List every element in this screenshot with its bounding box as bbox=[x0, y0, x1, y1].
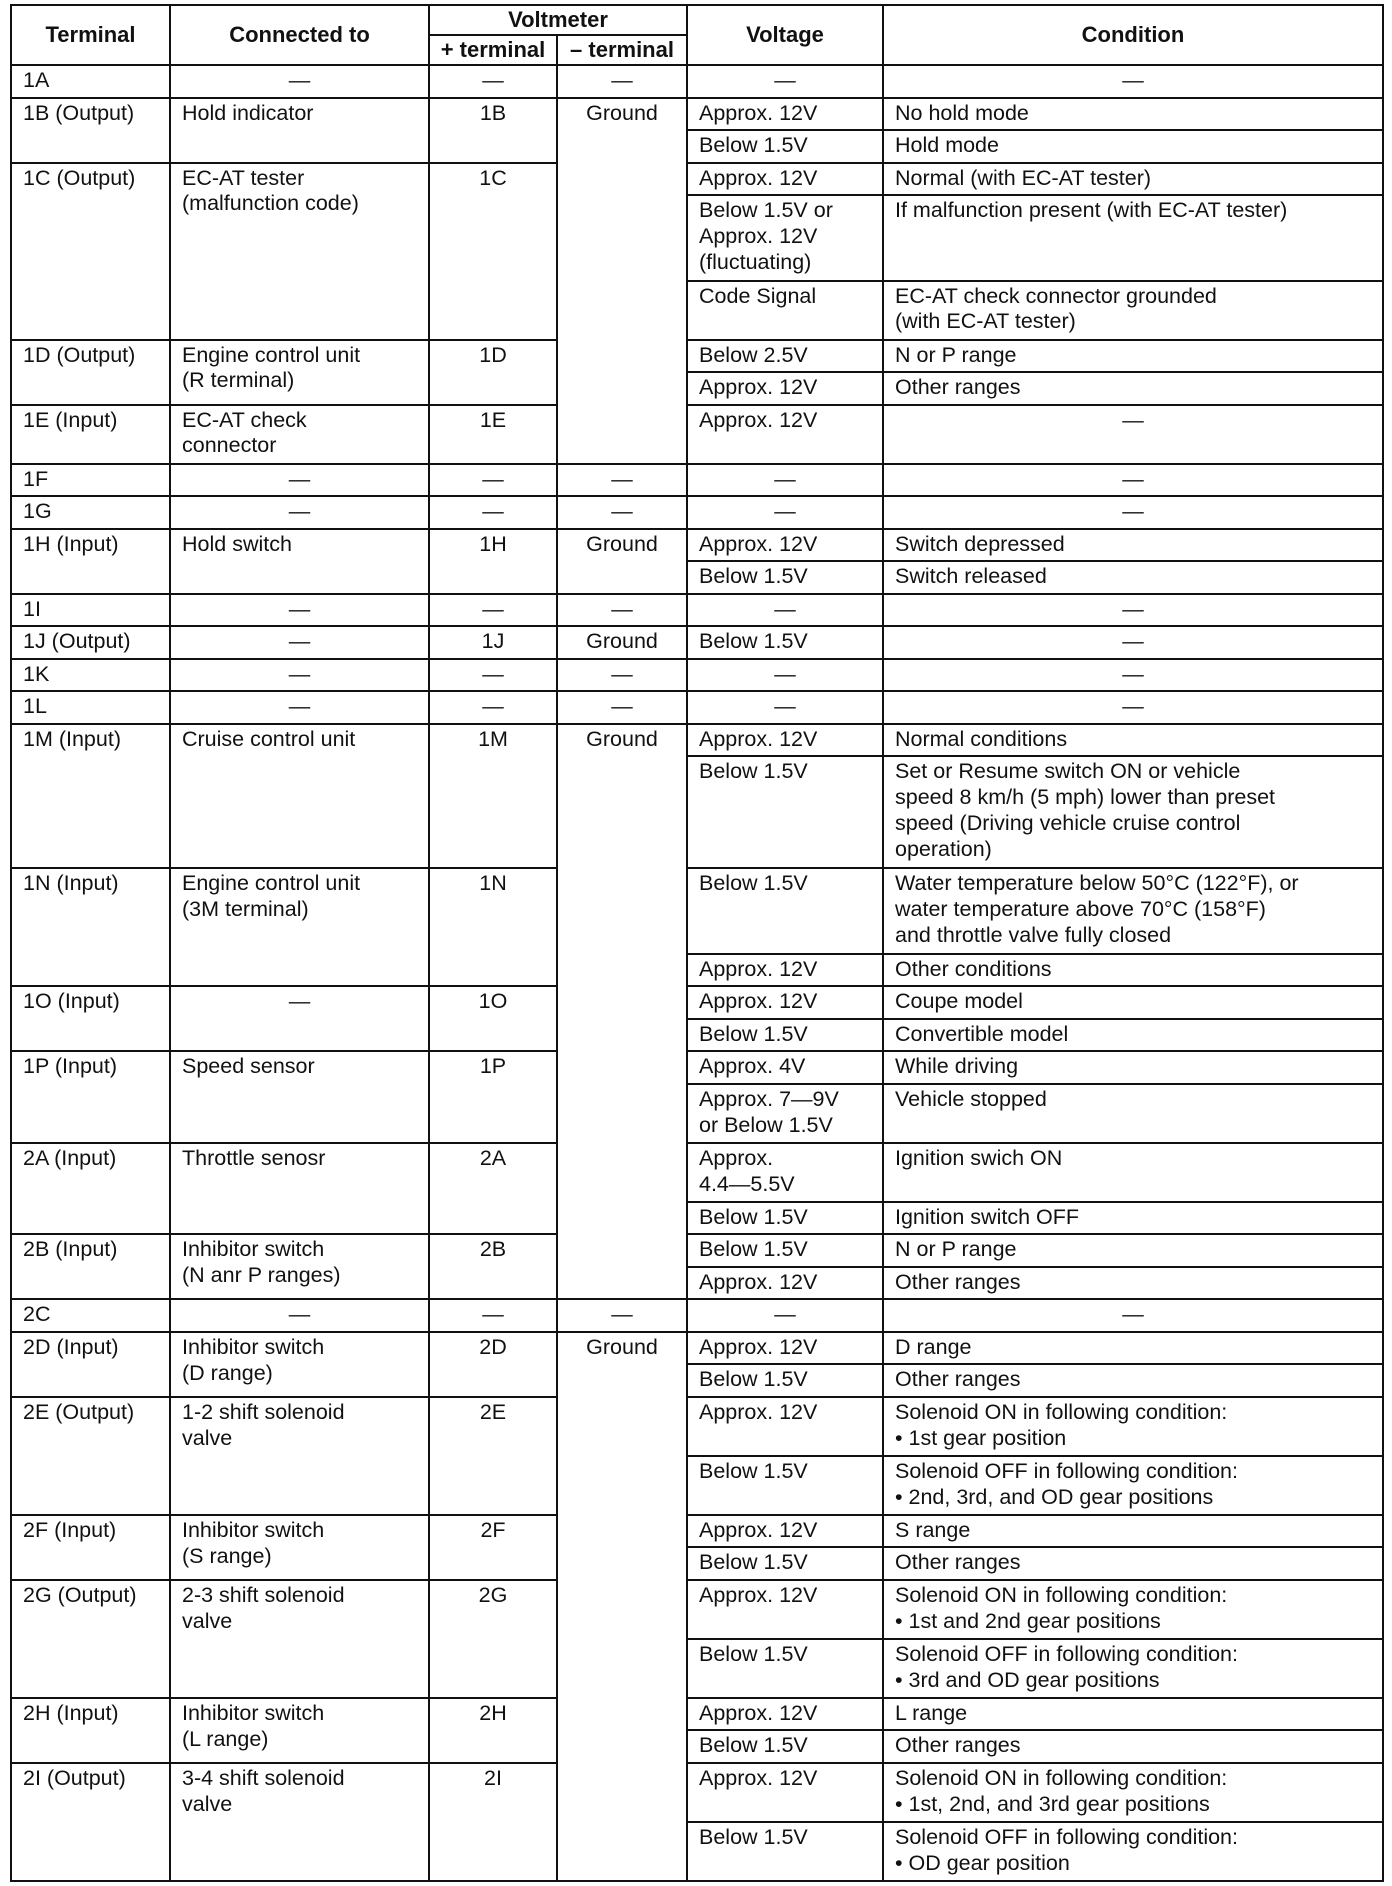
connected-to-cell: — bbox=[170, 65, 429, 98]
condition-cell: — bbox=[883, 1299, 1383, 1332]
minus-terminal-cell: — bbox=[557, 659, 687, 692]
condition-cell: Switch released bbox=[883, 561, 1383, 594]
voltage-cell: Approx. 12V bbox=[687, 1332, 883, 1365]
table-row bbox=[11, 65, 1383, 98]
connected-to-cell: — bbox=[170, 594, 429, 627]
plus-terminal-cell: 2F bbox=[429, 1515, 557, 1580]
terminal-cell: 1B (Output) bbox=[11, 98, 170, 163]
connected-to-cell: 2-3 shift solenoid valve bbox=[170, 1580, 429, 1698]
condition-cell: Convertible model bbox=[883, 1019, 1383, 1052]
connected-to-cell: — bbox=[170, 659, 429, 692]
connected-to-cell: Engine control unit (3M terminal) bbox=[170, 868, 429, 986]
connected-to-cell: — bbox=[170, 986, 429, 1051]
connected-to-cell: Inhibitor switch (D range) bbox=[170, 1332, 429, 1397]
voltage-cell: Below 1.5V bbox=[687, 561, 883, 594]
terminal-cell: 2H (Input) bbox=[11, 1698, 170, 1763]
minus-terminal-cell: — bbox=[557, 1299, 687, 1332]
table-row bbox=[11, 659, 1383, 692]
voltage-cell: Below 1.5V bbox=[687, 1822, 883, 1881]
plus-terminal-cell: 2E bbox=[429, 1397, 557, 1515]
voltage-cell: Below 2.5V bbox=[687, 340, 883, 373]
condition-cell: Solenoid OFF in following condition: • OD gear position bbox=[883, 1822, 1383, 1881]
voltage-cell: Approx. 12V bbox=[687, 529, 883, 562]
connected-to-cell: 3-4 shift solenoid valve bbox=[170, 1763, 429, 1881]
condition-cell: Coupe model bbox=[883, 986, 1383, 1019]
voltage-cell: Code Signal bbox=[687, 281, 883, 340]
condition-cell: Set or Resume switch ON or vehicle speed 8 km/h (5 mph) lower than preset speed (Driving vehicle cruise control operation) bbox=[883, 756, 1383, 868]
voltage-cell: Below 1.5V bbox=[687, 868, 883, 953]
terminal-cell: 2B (Input) bbox=[11, 1234, 170, 1299]
condition-cell: N or P range bbox=[883, 1234, 1383, 1267]
minus-terminal-cell: — bbox=[557, 464, 687, 497]
condition-cell: Switch depressed bbox=[883, 529, 1383, 562]
connected-to-cell: EC-AT tester (malfunction code) bbox=[170, 163, 429, 340]
condition-cell: Other ranges bbox=[883, 372, 1383, 405]
voltage-cell: Approx. 12V bbox=[687, 954, 883, 987]
voltage-cell: Below 1.5V bbox=[687, 626, 883, 659]
voltage-cell: Approx. 12V bbox=[687, 163, 883, 196]
minus-terminal-cell: Ground bbox=[557, 626, 687, 659]
header-plus-terminal: + terminal bbox=[429, 35, 557, 65]
condition-cell: L range bbox=[883, 1698, 1383, 1731]
terminal-cell: 2I (Output) bbox=[11, 1763, 170, 1881]
minus-terminal-cell: — bbox=[557, 65, 687, 98]
terminal-voltage-table bbox=[10, 4, 1384, 1882]
table-row bbox=[11, 529, 1383, 562]
minus-terminal-cell: — bbox=[557, 594, 687, 627]
minus-terminal-cell: — bbox=[557, 691, 687, 724]
table-row bbox=[11, 496, 1383, 529]
minus-terminal-cell: Ground bbox=[557, 98, 687, 464]
plus-terminal-cell: 2H bbox=[429, 1698, 557, 1763]
connected-to-cell: Speed sensor bbox=[170, 1051, 429, 1143]
table-row bbox=[11, 1698, 1383, 1731]
voltage-cell: — bbox=[687, 659, 883, 692]
minus-terminal-cell: Ground bbox=[557, 1332, 687, 1881]
voltage-cell: Approx. 12V bbox=[687, 1698, 883, 1731]
plus-terminal-cell: 1O bbox=[429, 986, 557, 1051]
terminal-cell: 1H (Input) bbox=[11, 529, 170, 594]
condition-cell: — bbox=[883, 65, 1383, 98]
voltage-cell: Below 1.5V bbox=[687, 130, 883, 163]
terminal-cell: 1F bbox=[11, 464, 170, 497]
connected-to-cell: Inhibitor switch (L range) bbox=[170, 1698, 429, 1763]
plus-terminal-cell: — bbox=[429, 594, 557, 627]
connected-to-cell: — bbox=[170, 626, 429, 659]
condition-cell: EC-AT check connector grounded (with EC-AT tester) bbox=[883, 281, 1383, 340]
table-row bbox=[11, 405, 1383, 464]
table-header bbox=[11, 5, 1383, 65]
terminal-cell: 1N (Input) bbox=[11, 868, 170, 986]
plus-terminal-cell: 1P bbox=[429, 1051, 557, 1143]
voltage-cell: Approx. 12V bbox=[687, 1267, 883, 1300]
table-row bbox=[11, 1515, 1383, 1548]
connected-to-cell: Hold indicator bbox=[170, 98, 429, 163]
voltage-cell: Approx. 12V bbox=[687, 372, 883, 405]
table-row bbox=[11, 1580, 1383, 1639]
plus-terminal-cell: 1H bbox=[429, 529, 557, 594]
plus-terminal-cell: 1B bbox=[429, 98, 557, 163]
table-row bbox=[11, 163, 1383, 196]
voltage-cell: — bbox=[687, 1299, 883, 1332]
terminal-cell: 1J (Output) bbox=[11, 626, 170, 659]
condition-cell: Solenoid OFF in following condition: • 2nd, 3rd, and OD gear positions bbox=[883, 1456, 1383, 1515]
condition-cell: Normal conditions bbox=[883, 724, 1383, 757]
connected-to-cell: — bbox=[170, 496, 429, 529]
connected-to-cell: — bbox=[170, 691, 429, 724]
voltage-cell: Below 1.5V bbox=[687, 1364, 883, 1397]
voltage-cell: — bbox=[687, 65, 883, 98]
voltage-cell: Approx. 12V bbox=[687, 1580, 883, 1639]
plus-terminal-cell: — bbox=[429, 1299, 557, 1332]
terminal-cell: 1P (Input) bbox=[11, 1051, 170, 1143]
voltage-cell: Approx. 4.4—5.5V bbox=[687, 1143, 883, 1202]
condition-cell: Other ranges bbox=[883, 1267, 1383, 1300]
plus-terminal-cell: 1E bbox=[429, 405, 557, 464]
condition-cell: — bbox=[883, 464, 1383, 497]
table-row bbox=[11, 464, 1383, 497]
terminal-cell: 1O (Input) bbox=[11, 986, 170, 1051]
terminal-cell: 1K bbox=[11, 659, 170, 692]
voltage-cell: Below 1.5V bbox=[687, 1639, 883, 1698]
plus-terminal-cell: — bbox=[429, 464, 557, 497]
voltage-cell: Approx. 12V bbox=[687, 1397, 883, 1456]
condition-cell: Other ranges bbox=[883, 1364, 1383, 1397]
plus-terminal-cell: 1J bbox=[429, 626, 557, 659]
condition-cell: Vehicle stopped bbox=[883, 1084, 1383, 1143]
voltage-cell: — bbox=[687, 464, 883, 497]
voltage-cell: Approx. 12V bbox=[687, 986, 883, 1019]
table-row bbox=[11, 868, 1383, 953]
voltage-cell: — bbox=[687, 691, 883, 724]
voltage-cell: — bbox=[687, 594, 883, 627]
minus-terminal-cell: Ground bbox=[557, 529, 687, 594]
connected-to-cell: Throttle senosr bbox=[170, 1143, 429, 1235]
plus-terminal-cell: 2B bbox=[429, 1234, 557, 1299]
condition-cell: Other ranges bbox=[883, 1547, 1383, 1580]
voltage-cell: Below 1.5V bbox=[687, 1202, 883, 1235]
condition-cell: Other conditions bbox=[883, 954, 1383, 987]
terminal-cell: 1A bbox=[11, 65, 170, 98]
table-row bbox=[11, 594, 1383, 627]
terminal-cell: 2D (Input) bbox=[11, 1332, 170, 1397]
plus-terminal-cell: — bbox=[429, 496, 557, 529]
voltage-cell: Approx. 12V bbox=[687, 405, 883, 464]
terminal-cell: 1M (Input) bbox=[11, 724, 170, 868]
table-row bbox=[11, 691, 1383, 724]
condition-cell: Water temperature below 50°C (122°F), or water temperature above 70°C (158°F) and throttle valve fully closed bbox=[883, 868, 1383, 953]
table-body bbox=[11, 65, 1383, 1881]
condition-cell: Hold mode bbox=[883, 130, 1383, 163]
condition-cell: S range bbox=[883, 1515, 1383, 1548]
voltage-cell: Below 1.5V or Approx. 12V (fluctuating) bbox=[687, 195, 883, 280]
condition-cell: While driving bbox=[883, 1051, 1383, 1084]
terminal-cell: 2F (Input) bbox=[11, 1515, 170, 1580]
header-condition: Condition bbox=[883, 5, 1383, 65]
condition-cell: — bbox=[883, 659, 1383, 692]
condition-cell: If malfunction present (with EC-AT tester) bbox=[883, 195, 1383, 280]
voltage-cell: Approx. 7—9V or Below 1.5V bbox=[687, 1084, 883, 1143]
table-row bbox=[11, 1332, 1383, 1365]
condition-cell: Normal (with EC-AT tester) bbox=[883, 163, 1383, 196]
plus-terminal-cell: 1D bbox=[429, 340, 557, 405]
table-row bbox=[11, 1397, 1383, 1456]
plus-terminal-cell: — bbox=[429, 659, 557, 692]
voltage-cell: Approx. 12V bbox=[687, 1515, 883, 1548]
connected-to-cell: 1-2 shift solenoid valve bbox=[170, 1397, 429, 1515]
condition-cell: No hold mode bbox=[883, 98, 1383, 131]
voltage-cell: Below 1.5V bbox=[687, 1019, 883, 1052]
plus-terminal-cell: — bbox=[429, 65, 557, 98]
condition-cell: Ignition swich ON bbox=[883, 1143, 1383, 1202]
condition-cell: Solenoid ON in following condition: • 1st and 2nd gear positions bbox=[883, 1580, 1383, 1639]
plus-terminal-cell: 2A bbox=[429, 1143, 557, 1235]
terminal-cell: 1D (Output) bbox=[11, 340, 170, 405]
connected-to-cell: Engine control unit (R terminal) bbox=[170, 340, 429, 405]
header-voltage: Voltage bbox=[687, 5, 883, 65]
plus-terminal-cell: 1M bbox=[429, 724, 557, 868]
minus-terminal-cell: — bbox=[557, 496, 687, 529]
connected-to-cell: Inhibitor switch (N anr P ranges) bbox=[170, 1234, 429, 1299]
condition-cell: Other ranges bbox=[883, 1730, 1383, 1763]
condition-cell: — bbox=[883, 626, 1383, 659]
condition-cell: Solenoid OFF in following condition: • 3rd and OD gear positions bbox=[883, 1639, 1383, 1698]
voltage-cell: Below 1.5V bbox=[687, 1456, 883, 1515]
voltage-cell: Approx. 12V bbox=[687, 1763, 883, 1822]
voltage-cell: Below 1.5V bbox=[687, 1547, 883, 1580]
table-row bbox=[11, 1234, 1383, 1267]
table-row bbox=[11, 1143, 1383, 1202]
voltage-cell: — bbox=[687, 496, 883, 529]
header-minus-terminal: – terminal bbox=[557, 35, 687, 65]
condition-cell: — bbox=[883, 691, 1383, 724]
terminal-cell: 2A (Input) bbox=[11, 1143, 170, 1235]
condition-cell: Ignition switch OFF bbox=[883, 1202, 1383, 1235]
voltage-cell: Below 1.5V bbox=[687, 1234, 883, 1267]
plus-terminal-cell: 1N bbox=[429, 868, 557, 986]
terminal-cell: 1L bbox=[11, 691, 170, 724]
header-voltmeter: Voltmeter bbox=[429, 5, 687, 35]
condition-cell: — bbox=[883, 594, 1383, 627]
plus-terminal-cell: 2D bbox=[429, 1332, 557, 1397]
plus-terminal-cell: 1C bbox=[429, 163, 557, 340]
terminal-cell: 1I bbox=[11, 594, 170, 627]
connected-to-cell: — bbox=[170, 1299, 429, 1332]
table-row bbox=[11, 986, 1383, 1019]
voltage-cell: Approx. 12V bbox=[687, 724, 883, 757]
connected-to-cell: EC-AT check connector bbox=[170, 405, 429, 464]
table-row bbox=[11, 1763, 1383, 1822]
header-connected-to: Connected to bbox=[170, 5, 429, 65]
plus-terminal-cell: — bbox=[429, 691, 557, 724]
condition-cell: Solenoid ON in following condition: • 1st, 2nd, and 3rd gear positions bbox=[883, 1763, 1383, 1822]
voltage-cell: Below 1.5V bbox=[687, 756, 883, 868]
terminal-cell: 1G bbox=[11, 496, 170, 529]
connected-to-cell: Hold switch bbox=[170, 529, 429, 594]
terminal-cell: 2E (Output) bbox=[11, 1397, 170, 1515]
table-row bbox=[11, 1299, 1383, 1332]
table-row bbox=[11, 626, 1383, 659]
header-terminal: Terminal bbox=[11, 5, 170, 65]
plus-terminal-cell: 2I bbox=[429, 1763, 557, 1881]
terminal-cell: 1C (Output) bbox=[11, 163, 170, 340]
condition-cell: — bbox=[883, 496, 1383, 529]
connected-to-cell: — bbox=[170, 464, 429, 497]
connected-to-cell: Inhibitor switch (S range) bbox=[170, 1515, 429, 1580]
connected-to-cell: Cruise control unit bbox=[170, 724, 429, 868]
table-row bbox=[11, 340, 1383, 373]
table-row bbox=[11, 98, 1383, 131]
condition-cell: D range bbox=[883, 1332, 1383, 1365]
table-row bbox=[11, 1051, 1383, 1084]
minus-terminal-cell: Ground bbox=[557, 724, 687, 1299]
condition-cell: — bbox=[883, 405, 1383, 464]
plus-terminal-cell: 2G bbox=[429, 1580, 557, 1698]
table-row bbox=[11, 724, 1383, 757]
condition-cell: Solenoid ON in following condition: • 1st gear position bbox=[883, 1397, 1383, 1456]
terminal-cell: 2C bbox=[11, 1299, 170, 1332]
voltage-cell: Below 1.5V bbox=[687, 1730, 883, 1763]
voltage-cell: Approx. 12V bbox=[687, 98, 883, 131]
terminal-cell: 2G (Output) bbox=[11, 1580, 170, 1698]
condition-cell: N or P range bbox=[883, 340, 1383, 373]
terminal-cell: 1E (Input) bbox=[11, 405, 170, 464]
voltage-cell: Approx. 4V bbox=[687, 1051, 883, 1084]
